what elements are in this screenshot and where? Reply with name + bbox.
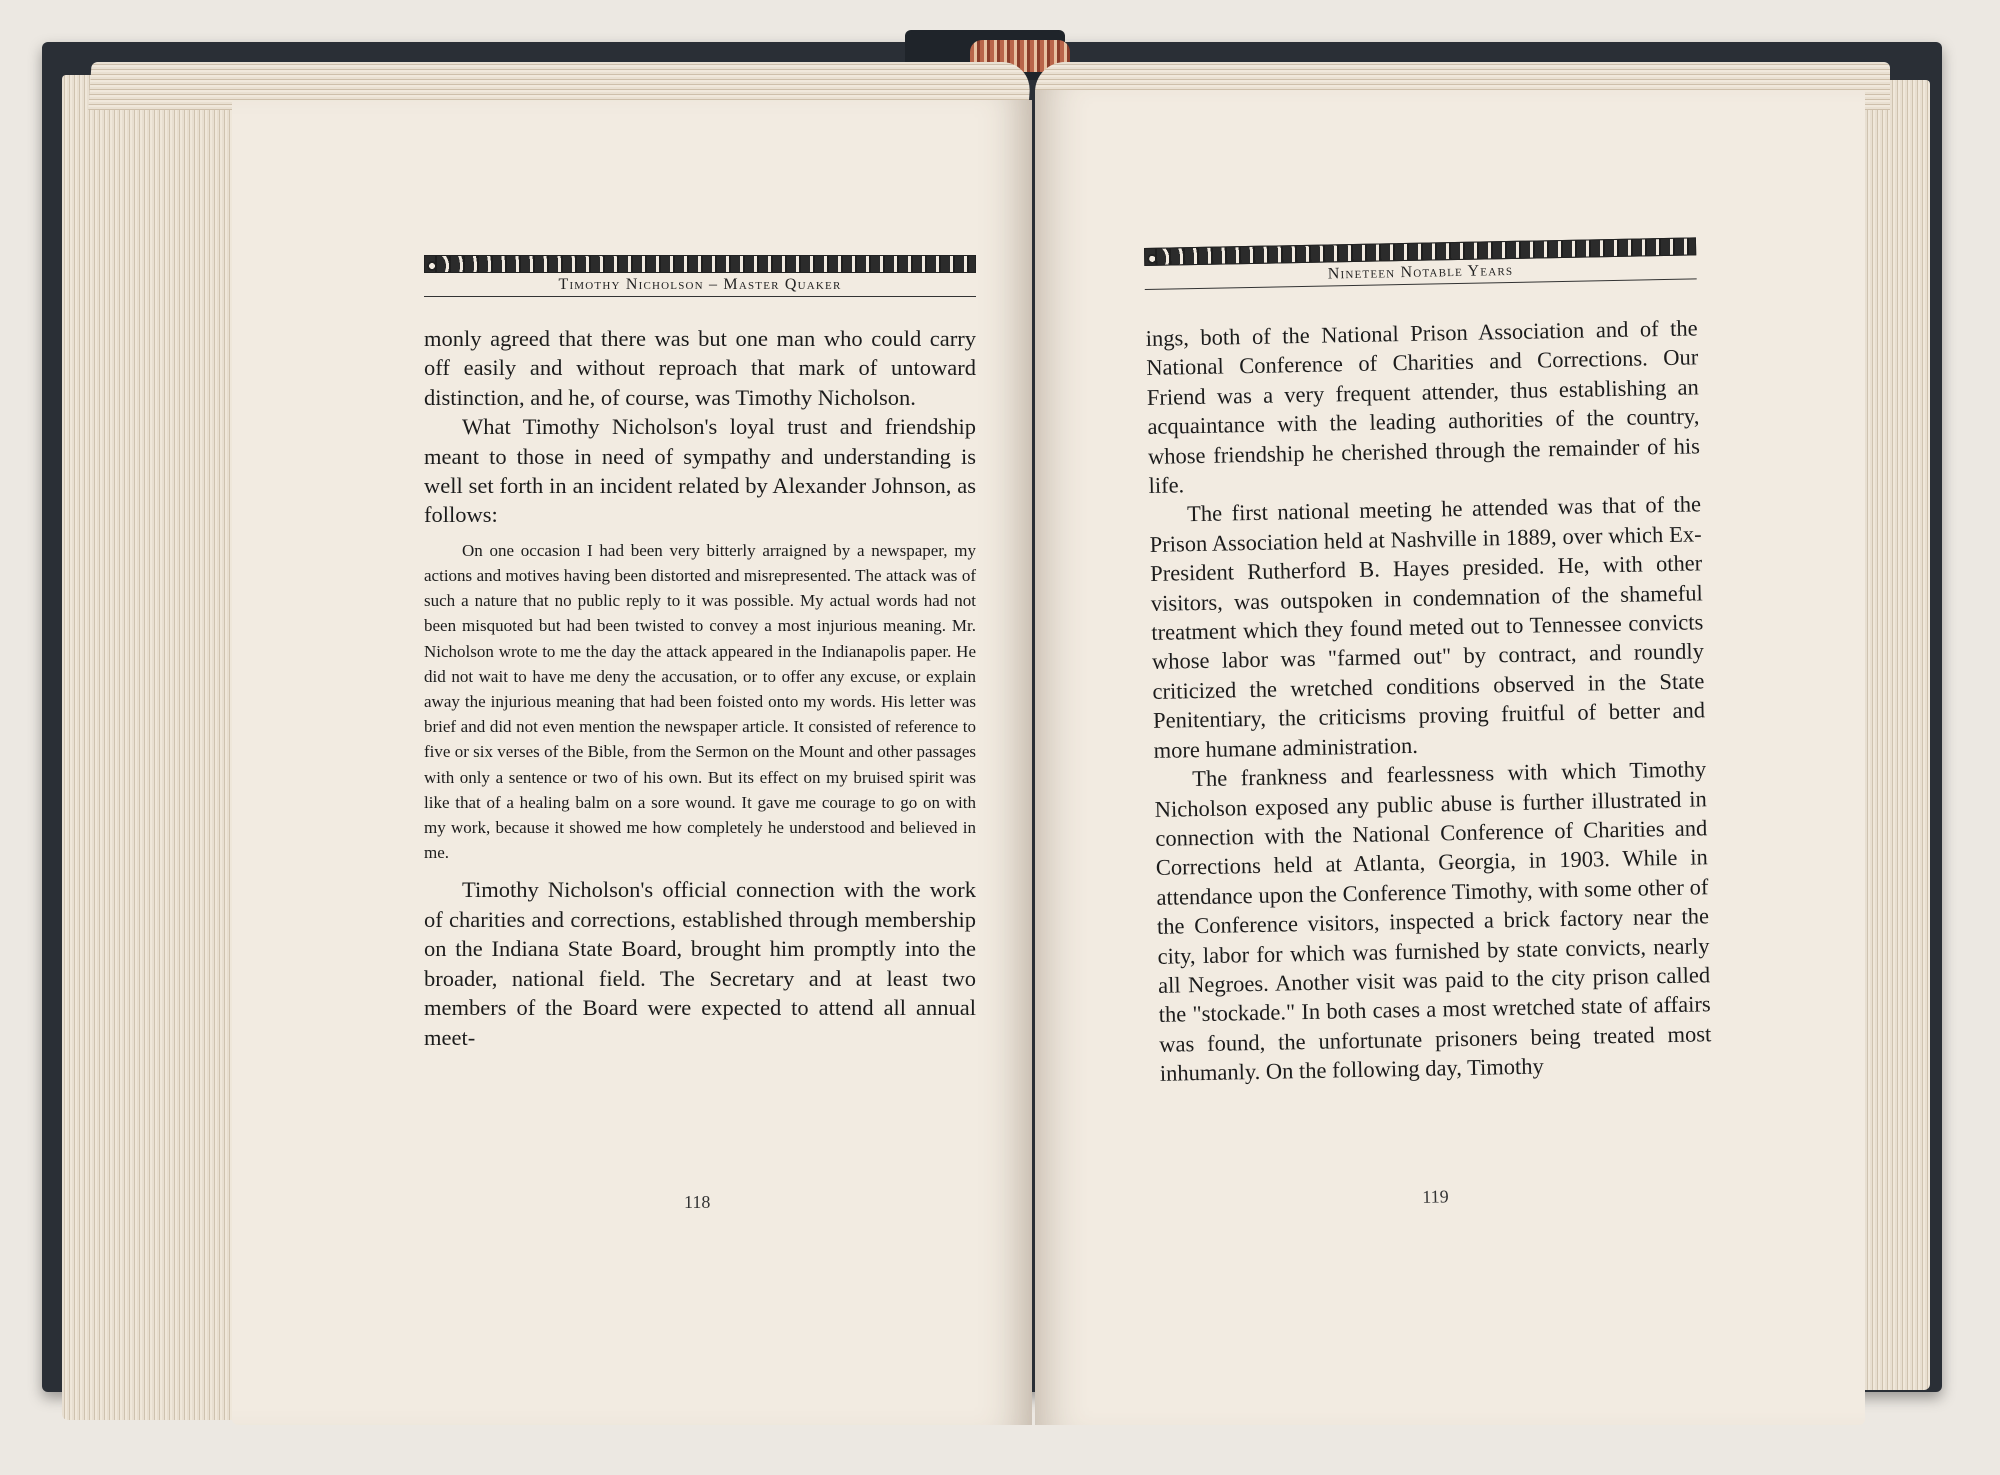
ornament-band [424, 255, 976, 273]
page-number: 119 [1422, 1186, 1449, 1207]
page-edges-left [62, 75, 242, 1420]
block-quote: On one occasion I had been very bitterly arraigned by a newspaper, my actions and motives having been distorted and misrepresented. The attack was of such a nature that no public reply to it was possible. My actual words had not been misquoted but had been twisted to convey a most injurious meaning. Mr. Nicholson wrote to me the day the attack appeared in the Indianapolis paper. He did not wait to have me deny the accusation, or to offer any excuse, or explain away the injurious meaning that had been foisted onto my words. His letter was brief and did not even mention the newspaper article. It consisted of reference to five or six verses of the Bible, from the Sermon on the Mount and other passages with only a sentence or two of his own. But its effect on my bruised spirit was like that of a healing balm on a sore wound. It gave me courage to go on with my work, because it showed me how completely he understood and believed in me. [424, 540, 976, 863]
running-head-title: Nineteen Notable Years [1144, 255, 1696, 290]
page-number: 118 [684, 1192, 711, 1212]
body-paragraph: ings, both of the National Prison Association and of the National Conference of Charities and Corrections. Our Friend was a very frequent attender, thus establishing an acquaintance with the leading authorities of the country, whose friendship he cherished through the remainder of his life. [1145, 315, 1701, 498]
running-head-title: Timothy Nicholson – Master Quaker [424, 273, 976, 297]
body-paragraph: What Timothy Nicholson's loyal trust and friendship meant to those in need of sympathy and understanding is well set forth in an incident related by Alexander Johnson, as follows: [424, 414, 976, 528]
left-running-head [424, 255, 976, 297]
body-paragraph: monly agreed that there was but one man who could carry off easily and without reproach that mark of untoward distinction, and he, of course, was Timothy Nicholson. [424, 326, 976, 410]
body-paragraph: The frankness and fearlessness with which Timothy Nicholson exposed any public abuse is further illustrated in connection with the National Conference of Charities and Corrections held at Atlanta, Georgia, in 1903. While in attendance upon the Conference Timothy, with some other of the Conference visitors, inspected a brick factory near the city, labor for which was furnished by state convicts, nearly all Negroes. Another visit was paid to the city prison called the "stockade." In both cases a most wretched state of affairs was found, the unfortunate prisoners being treated most inhumanly. On the following day, Timothy [1154, 756, 1712, 1087]
body-paragraph: Timothy Nicholson's official connection with the work of charities and corrections, established through membership on the Indiana State Board, brought him promptly into the broader, national field. The Secretary and at least two members of the Board were expected to attend all annual meet- [424, 877, 976, 1050]
left-text-block [424, 324, 976, 1052]
right-text-block [1145, 313, 1712, 1088]
body-paragraph: The first national meeting he attended was that of the Prison Association held at Nashville in 1889, over which Ex-President Rutherford B. Hayes presided. He, with other visitors, was outspoken in condemnation of the shameful treatment which they found meted out to Tennessee convicts whose labor was "farmed out" by contract, and roundly criticized the wretched conditions observed in the State Penitentiary, the criticisms proving fruitful of better and more humane administration. [1149, 491, 1706, 763]
right-page-content [1144, 237, 1723, 1228]
